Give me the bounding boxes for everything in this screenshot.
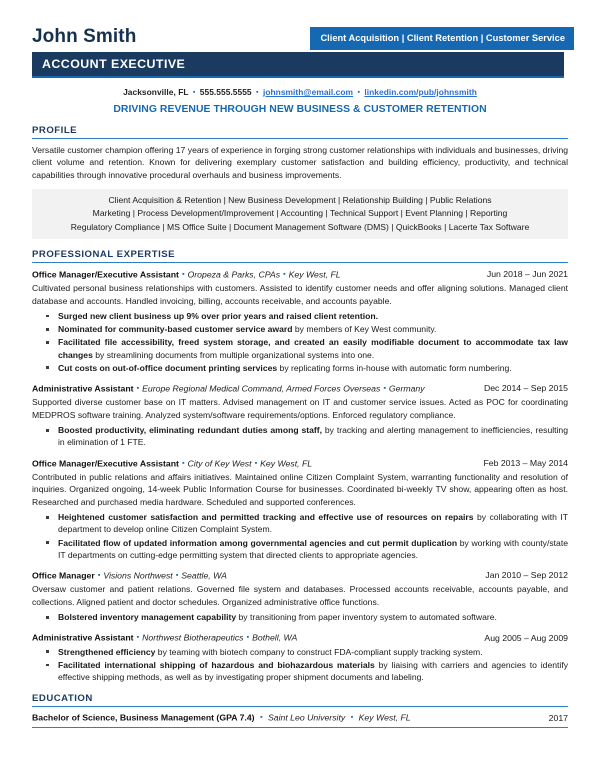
square-separator-icon: ▪ [246, 632, 250, 642]
experience-entry-header-left [32, 269, 341, 279]
job-bullet-highlight: Facilitated flow of updated information among governmental agencies and cut permit duplication [58, 537, 458, 548]
job-dates: Feb 2013 – May 2014 [483, 458, 568, 469]
job-bullet-list [32, 646, 568, 684]
job-location: Bothell, WA [252, 632, 298, 643]
job-title: Office Manager/Executive Assistant [32, 269, 179, 280]
section-heading-education: EDUCATION [32, 693, 568, 707]
job-location: Seattle, WA [181, 570, 227, 581]
square-separator-icon: ▪ [175, 570, 179, 580]
job-title: Administrative Assistant [32, 632, 134, 643]
square-separator-icon: ▪ [256, 88, 259, 96]
job-dates: Dec 2014 – Sep 2015 [483, 383, 568, 394]
job-dates: Aug 2005 – Aug 2009 [484, 632, 568, 643]
job-dates: Jan 2010 – Sep 2012 [485, 570, 568, 581]
tagline-badge: Client Acquisition | Client Retention | Customer Service [310, 27, 574, 50]
experience-entry [32, 458, 568, 561]
contact-phone: 555.555.5555 [199, 87, 252, 97]
job-bullet-highlight: Strengthened efficiency [58, 646, 156, 657]
experience-entry-header [32, 458, 568, 468]
job-dates: Jun 2018 – Jun 2021 [486, 269, 568, 280]
experience-entry [32, 632, 568, 683]
profile-text: Versatile customer champion offering 17 years of experience in forging strong customer relationships with individuals and businesses, driving client volume and retention. Known for delivering exemplary customer satisfaction and building efficiency, productivity, and technical capabilities through innovative procedural overhauls and business improvements. [32, 145, 568, 180]
job-location: Key West, FL [260, 458, 313, 469]
skills-line: Client Acquisition & Retention | New Business Development | Relationship Building | Public Relations [108, 195, 492, 206]
square-separator-icon: ▪ [181, 457, 185, 467]
skills-line: Marketing | Process Development/Improvement | Accounting | Technical Support | Event Planning | Reporting [92, 208, 508, 219]
job-bullet [32, 310, 568, 322]
job-title: Administrative Assistant [32, 383, 134, 394]
job-bullet: Bolstered inventory management capability by transitioning from paper inventory system to automated software. [32, 611, 568, 623]
job-title: Office Manager [32, 570, 95, 581]
education-year: 2017 [548, 712, 568, 723]
experience-entry-header [32, 570, 568, 580]
job-bullet: Strengthened efficiency by teaming with biotech company to construct FDA-compliant supply tracking system. [32, 646, 568, 658]
job-description: Cultivated personal business relationships with customers. Assisted to identify customer needs and offer aligning solutions. Managed client database and accounts. Handled invoicing, billing, accounts receivable, and accounts payable. [32, 283, 568, 306]
job-location: Key West, FL [288, 269, 341, 280]
headline: DRIVING REVENUE THROUGH NEW BUSINESS & CUSTOMER RETENTION [113, 104, 487, 115]
experience-list [32, 269, 568, 684]
job-bullet-list [32, 310, 568, 374]
job-bullet: Boosted productivity, eliminating redundant duties among staff, by tracking and alerting management to inefficiencies, resulting in elimination of 1 FTE. [32, 424, 568, 448]
experience-entry [32, 383, 568, 449]
section-heading-experience: PROFESSIONAL EXPERTISE [32, 249, 568, 263]
job-bullet-list [32, 611, 568, 623]
education-left [32, 712, 411, 722]
experience-entry-header-left [32, 632, 297, 642]
skills-line: Regulatory Compliance | MS Office Suite | Document Management Software (DMS) | QuickBooks | Lacerte Tax Software [70, 221, 530, 232]
contact-email-link[interactable]: johnsmith@email.com [262, 87, 354, 97]
job-bullet: Facilitated flow of updated information among governmental agencies and cut permit duplication by working with county/state IT departments on cutting-edge permitting system that directed clients to appropriate agencies. [32, 537, 568, 561]
experience-entry-header [32, 383, 568, 393]
experience-entry-header-left [32, 458, 312, 468]
experience-entry [32, 269, 568, 374]
square-separator-icon: ▪ [181, 268, 185, 278]
job-bullet-highlight: Bolstered inventory management capability [58, 612, 237, 623]
job-bullet: Heightened customer satisfaction and permitted tracking and effective use of resources on repairs by collaborating with IT department to develop online Citizen Complaint System. [32, 511, 568, 535]
square-separator-icon: ▪ [383, 383, 386, 393]
job-bullet: Facilitated file accessibility, freed system storage, and created an easily modifiable document to accommodate tax law changes by streamlining documents from multiple organizational systems into one. [32, 336, 568, 360]
core-competencies-band [32, 189, 568, 239]
job-bullet-highlight: Nominated for community-based customer service award [58, 324, 293, 335]
job-bullet: Cut costs on out-of-office document printing services by replicating forms in-house with automatic form numbering. [32, 362, 568, 374]
experience-entry-header [32, 269, 568, 279]
square-separator-icon: ▪ [136, 632, 140, 642]
job-bullet: Nominated for community-based customer service award by members of Key West community. [32, 323, 568, 335]
square-separator-icon: ▪ [259, 712, 263, 722]
education-degree: Bachelor of Science, Business Management (GPA 7.4) [32, 712, 255, 723]
contact-location: Jacksonville, FL [123, 87, 189, 97]
job-location: Germany [388, 383, 425, 394]
job-bullet-highlight: Surged new client business up 9% over prior years and raised client retention. [58, 311, 378, 322]
job-bullet-highlight: Heightened customer satisfaction and permitted tracking and effective use of resources on repairs [58, 512, 474, 523]
experience-entry [32, 570, 568, 623]
square-separator-icon: ▪ [283, 268, 286, 278]
experience-entry-header-left [32, 383, 425, 393]
page-title: John Smith [32, 26, 137, 47]
job-bullet-highlight: Facilitated file accessibility, freed system storage, and created an easily modifiable document to accommodate tax law changes [58, 337, 568, 360]
education-location: Key West, FL [358, 712, 411, 723]
contact-linkedin-link[interactable]: linkedin.com/pub/johnsmith [364, 87, 477, 97]
experience-entry-header-left [32, 570, 227, 580]
square-separator-icon: ▪ [357, 88, 360, 96]
square-separator-icon: ▪ [254, 457, 258, 467]
square-separator-icon: ▪ [192, 88, 196, 96]
experience-entry-header [32, 632, 568, 642]
job-bullet-list [32, 511, 568, 561]
education-entry [32, 707, 568, 727]
job-description: Contributed in public relations and affairs initiatives. Maintained online Citizen Complaint System, warranting functionality and resolution of inquiries. Organized ongoing, 14-week Public Information Course for businesses. Coordinated bi-weekly TV show, appearing often as host. Researched and purchased media hardware. Scheduled and supported conferences. [32, 472, 568, 507]
job-organization: Oropeza & Parks, CPAs [187, 269, 281, 280]
job-bullet-highlight: Facilitated international shipping of hazardous and biohazardous materials [58, 660, 375, 671]
job-organization: Visions Northwest [103, 570, 173, 581]
name-row [32, 26, 568, 52]
job-description: Oversaw customer and patient relations. Governed file system and databases. Processed accounts receivable, accounts payable, and collections. Aligned patient and doctor schedules. Organized administrative office functions. [32, 584, 568, 607]
job-bullet: Facilitated international shipping of hazardous and biohazardous materials by liaising with carriers and agencies to identify effective shipping methods, as well as by investigating proper shipment documents and labeling. [32, 659, 568, 683]
job-description: Supported diverse customer base on IT matters. Advised management on IT and customer service issues. Acted as POC for coordinating MEDPROS software training. Analyzed system/software requirements/options. Enforced regulatory compliance. [32, 397, 568, 420]
square-separator-icon: ▪ [97, 570, 101, 580]
job-title-bar: ACCOUNT EXECUTIVE [32, 52, 564, 78]
section-heading-profile: PROFILE [32, 125, 568, 139]
square-separator-icon: ▪ [350, 712, 354, 722]
job-organization: City of Key West [187, 458, 252, 469]
education-school: Saint Leo University [267, 712, 346, 723]
job-organization: Northwest Biotherapeutics [142, 632, 244, 643]
job-title: Office Manager/Executive Assistant [32, 458, 179, 469]
job-organization: Europe Regional Medical Command, Armed Forces Overseas [142, 383, 381, 394]
job-bullet-list [32, 424, 568, 448]
contact-line [32, 87, 568, 97]
square-separator-icon: ▪ [136, 383, 140, 393]
job-bullet-highlight: Boosted productivity, eliminating redundant duties among staff, [58, 425, 322, 436]
resume-header [32, 0, 568, 115]
job-bullet-highlight: Cut costs on out-of-office document printing services [58, 362, 278, 373]
